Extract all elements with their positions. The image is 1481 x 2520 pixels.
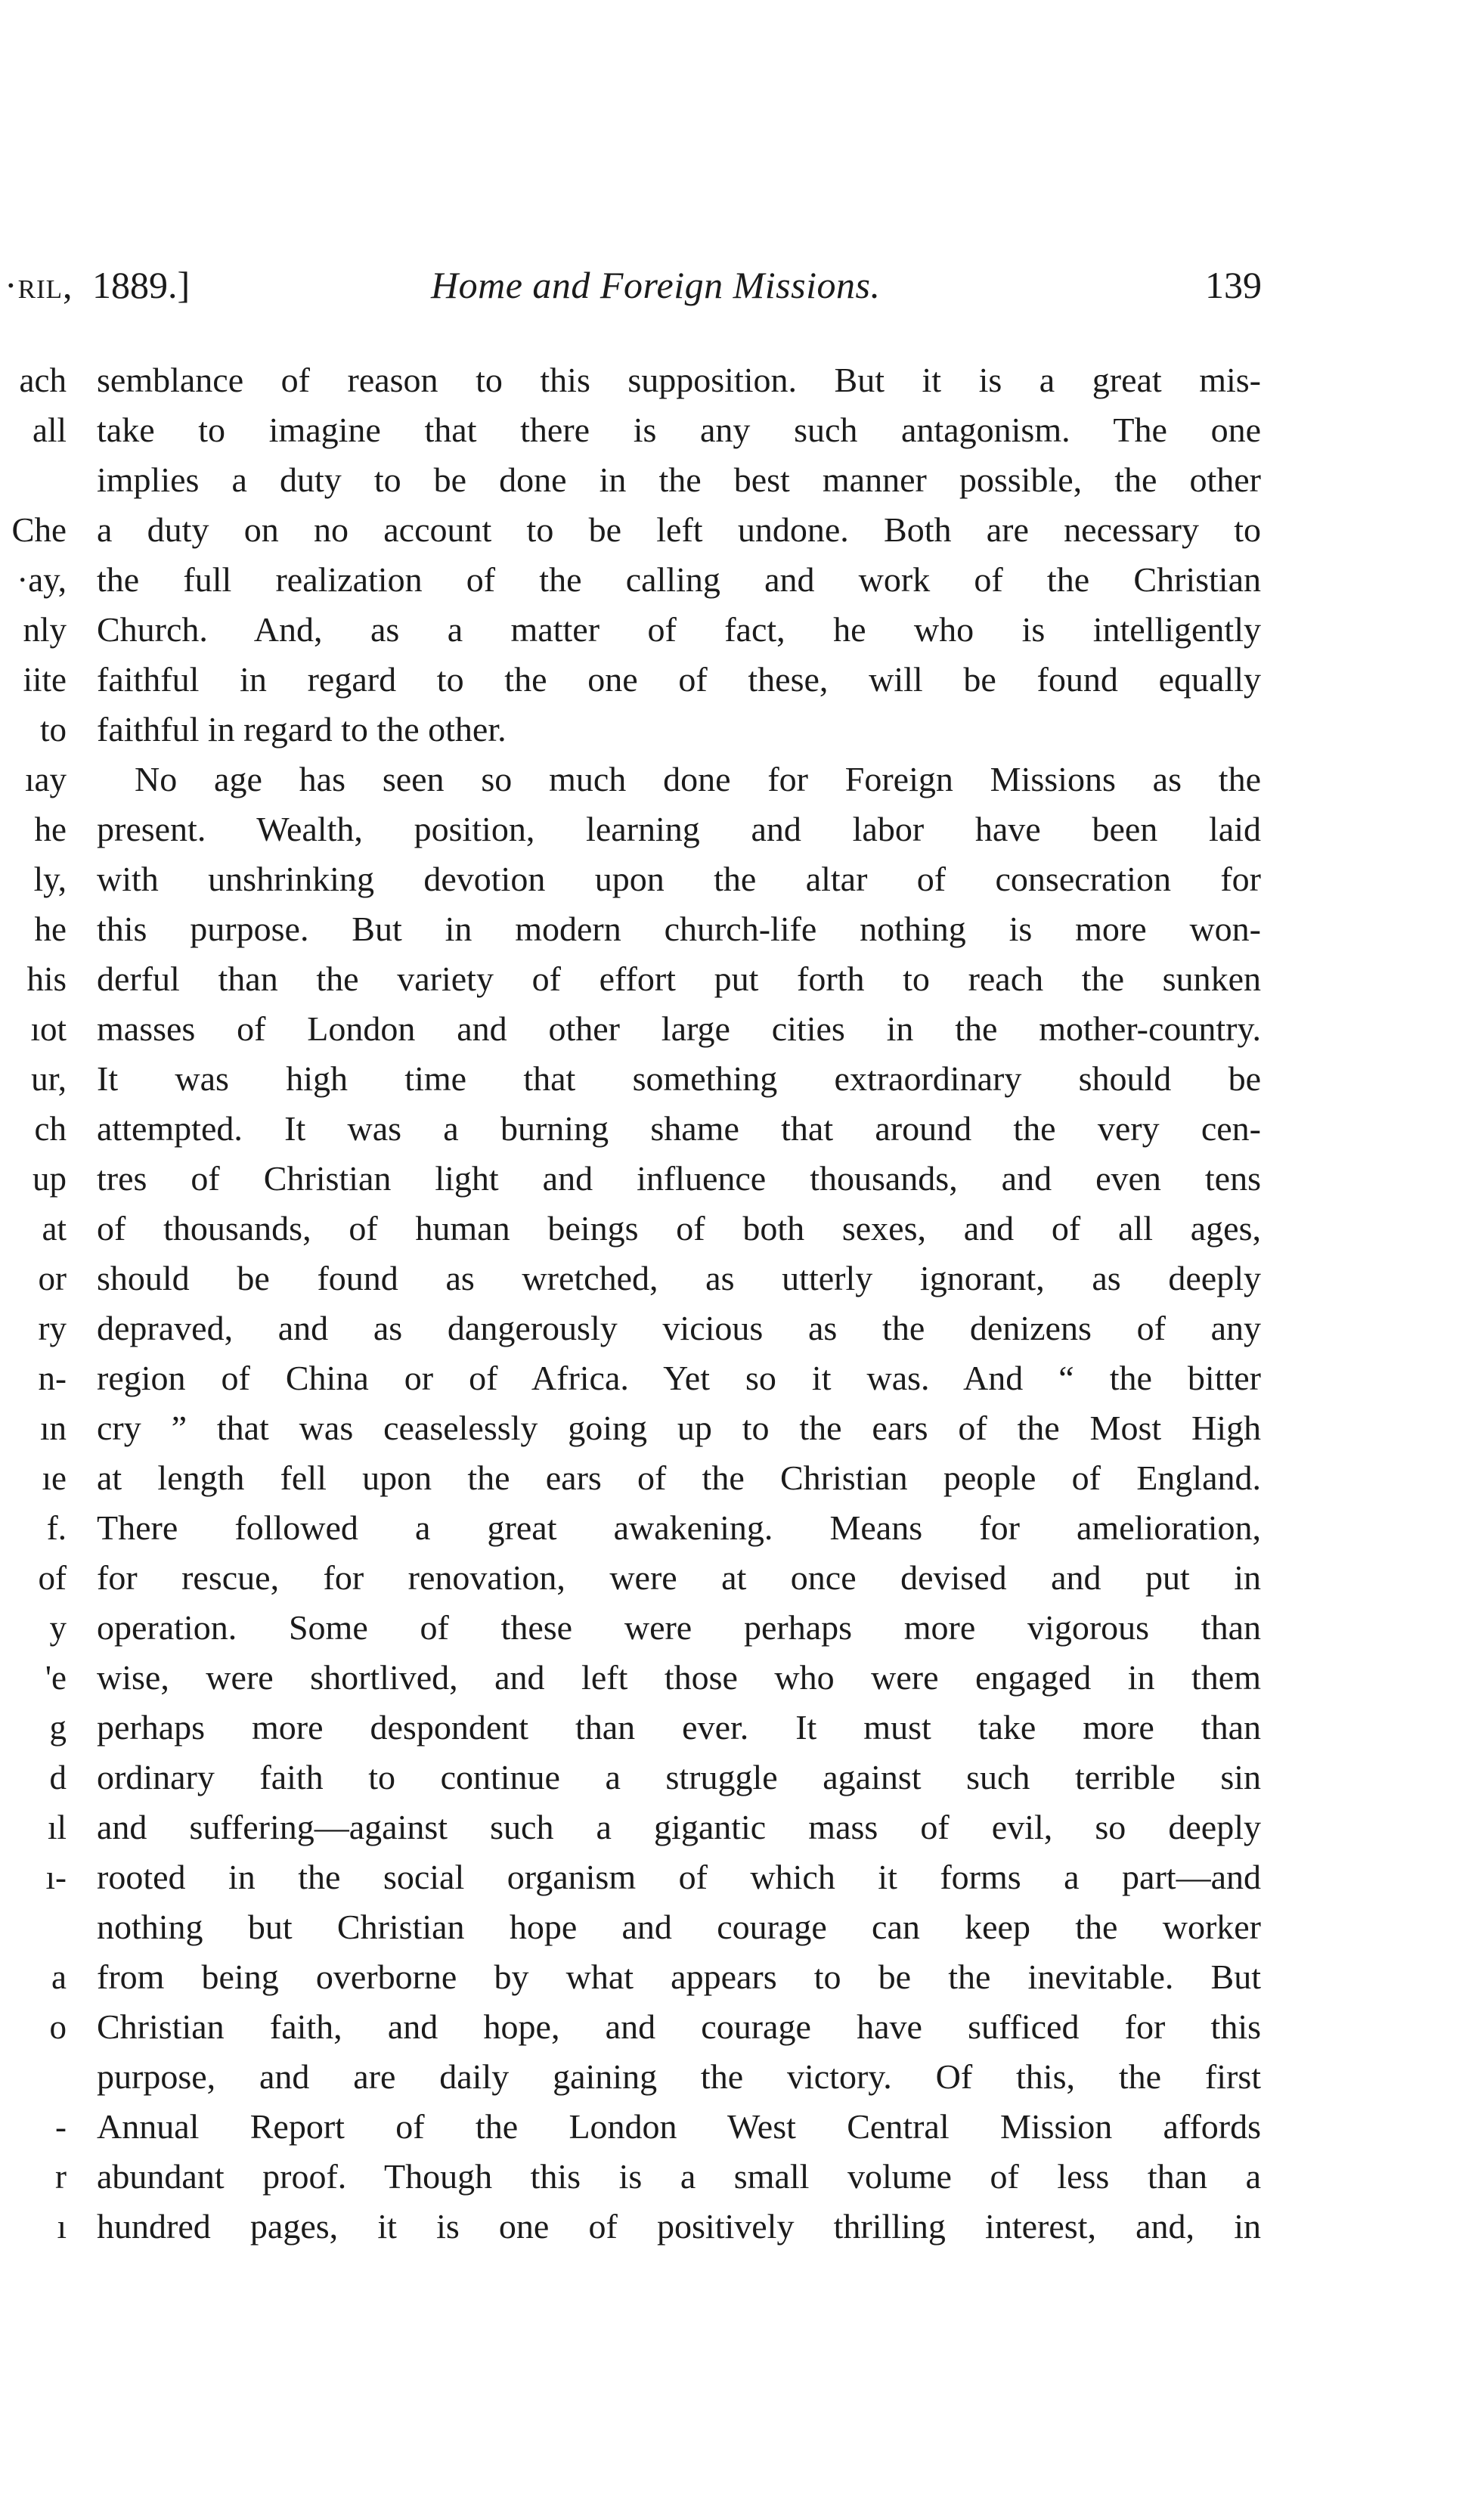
margin-fragment: f.	[46, 1509, 67, 1547]
margin-fragment: to	[39, 711, 67, 749]
margin-fragment: or	[38, 1260, 67, 1297]
margin-fragment: ch	[34, 1110, 67, 1148]
text-line: present. Wealth, position, learning and labor have been laid	[97, 810, 1261, 848]
margin-fragment	[0, 2052, 76, 2102]
text-line: purpose, and are daily gaining the victory. Of this, the first	[97, 2057, 1261, 2096]
header-title: Home and Foreign Missions.	[431, 264, 881, 306]
text-line: from being overborne by what appears to be the inevitable. But	[97, 1957, 1261, 1996]
text-line: There followed a great awakening. Means for amelioration,	[97, 1508, 1261, 1547]
text-line: semblance of reason to this supposition. But it is a great mis-	[97, 361, 1261, 399]
running-header	[0, 259, 1481, 312]
margin-fragment: up	[33, 1160, 67, 1198]
text-line: tres of Christian light and influence thousands, and even tens	[97, 1159, 1261, 1198]
text-line: with unshrinking devotion upon the altar of consecration for	[97, 860, 1261, 898]
page-number: 139	[1205, 264, 1262, 306]
text-line: region of China or of Africa. Yet so it was. And “ the bitter	[97, 1359, 1261, 1397]
text-line: the full realization of the calling and work of the Christian	[97, 560, 1261, 599]
text-line: attempted. It was a burning shame that around the very cen-	[97, 1109, 1261, 1148]
margin-fragment: Che	[11, 511, 67, 549]
margin-fragment: n-	[38, 1359, 67, 1397]
margin-fragment: his	[26, 960, 67, 998]
margin-fragment: -	[55, 2108, 67, 2146]
margin-fragment	[0, 455, 76, 505]
text-line: ordinary faith to continue a struggle against such terrible sin	[97, 1758, 1261, 1796]
margin-fragment: ıay	[25, 761, 67, 798]
margin-fragment: r	[55, 2158, 67, 2196]
text-line: for rescue, for renovation, were at once devised and put in	[97, 1558, 1261, 1597]
margin-fragment: o	[49, 2008, 67, 2046]
margin-fragment: ly,	[33, 860, 67, 898]
margin-fragment: ı-	[45, 1858, 67, 1896]
margin-fragment: he	[34, 811, 67, 848]
text-line: hundred pages, it is one of positively thrilling interest, and, in	[97, 2207, 1261, 2246]
margin-fragment: at	[42, 1210, 67, 1248]
text-line: faithful in regard to the other.	[97, 710, 507, 749]
text-line: It was high time that something extraordinary should be	[97, 1059, 1261, 1098]
text-line: this purpose. But in modern church-life nothing is more won-	[97, 910, 1261, 948]
margin-fragment: 'e	[45, 1659, 67, 1697]
text-line: Annual Report of the London West Central Mission affords	[97, 2107, 1261, 2146]
text-line: Christian faith, and hope, and courage have sufficed for this	[97, 2007, 1261, 2046]
text-line: wise, were shortlived, and left those who were engaged in them	[97, 1658, 1261, 1697]
text-line: cry ” that was ceaselessly going up to the ears of the Most High	[97, 1409, 1261, 1447]
header-left-fragment: ·ril,	[5, 264, 73, 306]
text-line: masses of London and other large cities in the mother-country.	[97, 1009, 1261, 1048]
margin-fragment: ın	[39, 1409, 67, 1447]
text-line: perhaps more despondent than ever. It must take more than	[97, 1708, 1261, 1747]
text-line: No age has seen so much done for Foreign Missions as the	[135, 760, 1261, 798]
text-line: abundant proof. Though this is a small volume of less than a	[97, 2157, 1261, 2196]
text-line: derful than the variety of effort put forth to reach the sunken	[97, 959, 1261, 998]
margin-fragment: ach	[19, 361, 67, 399]
margin-fragment: ·ay,	[17, 561, 67, 599]
margin-fragment: all	[33, 411, 67, 449]
margin-fragment: iite	[23, 661, 67, 699]
text-line: take to imagine that there is any such antagonism. The one	[97, 411, 1261, 449]
margin-fragment: ry	[38, 1310, 67, 1347]
margin-fragment: d	[49, 1759, 67, 1796]
margin-fragment: ı	[57, 2208, 67, 2246]
text-line: rooted in the social organism of which it forms a part—and	[97, 1858, 1261, 1896]
margin-fragment: a	[51, 1958, 67, 1996]
text-line: at length fell upon the ears of the Christian people of England.	[97, 1458, 1261, 1497]
text-line: and suffering—against such a gigantic mass of evil, so deeply	[97, 1808, 1261, 1846]
margin-fragment: g	[49, 1709, 67, 1747]
text-line: depraved, and as dangerously vicious as the denizens of any	[97, 1309, 1261, 1347]
facing-page-margin-fragments	[0, 355, 76, 2252]
margin-fragment: of	[38, 1559, 67, 1597]
text-line: nothing but Christian hope and courage can keep the worker	[97, 1908, 1261, 1946]
margin-fragment: ıot	[30, 1010, 67, 1048]
margin-fragment: ur,	[31, 1060, 67, 1098]
header-year: 1889.]	[92, 264, 191, 306]
text-line: of thousands, of human beings of both sexes, and of all ages,	[97, 1209, 1261, 1248]
text-line: a duty on no account to be left undone. Both are necessary to	[97, 510, 1261, 549]
margin-fragment: ıl	[47, 1809, 67, 1846]
margin-fragment: nly	[23, 611, 67, 649]
margin-fragment: y	[49, 1609, 67, 1647]
text-line: implies a duty to be done in the best manner possible, the other	[97, 460, 1261, 499]
margin-fragment: he	[34, 910, 67, 948]
text-line: Church. And, as a matter of fact, he who is intelligently	[97, 610, 1261, 649]
text-line: faithful in regard to the one of these, will be found equally	[97, 660, 1261, 699]
margin-fragment: ıe	[42, 1459, 67, 1497]
body-text	[97, 355, 1261, 2252]
margin-fragment	[0, 1902, 76, 1952]
text-line: should be found as wretched, as utterly ignorant, as deeply	[97, 1259, 1261, 1297]
text-line: operation. Some of these were perhaps more vigorous than	[97, 1608, 1261, 1647]
